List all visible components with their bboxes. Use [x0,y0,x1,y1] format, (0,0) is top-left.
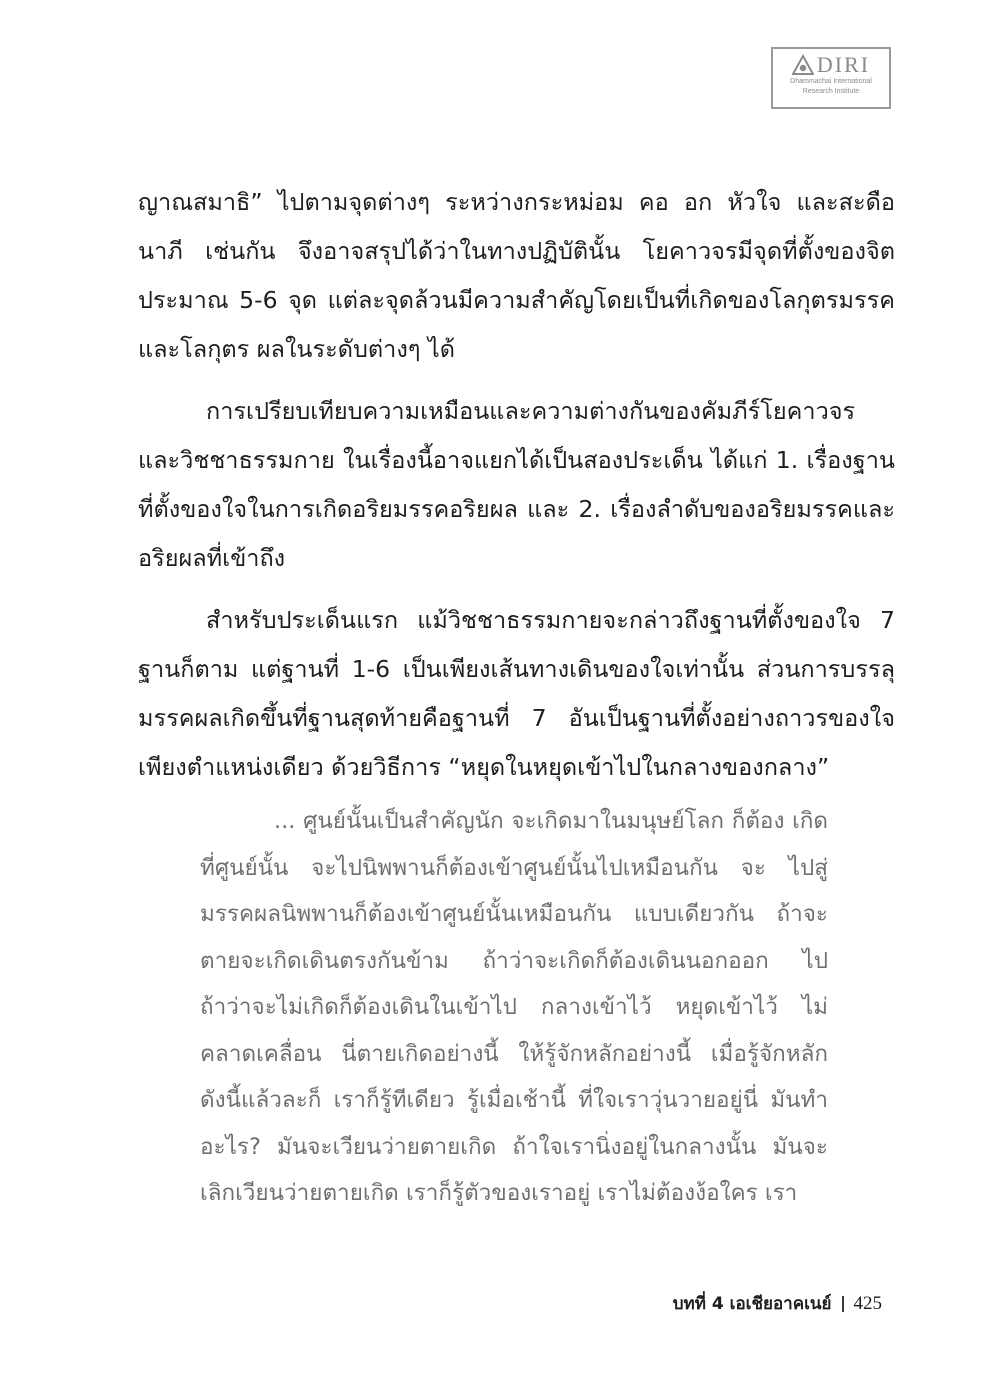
logo-subtitle-line2: Research Institute [802,88,860,95]
paragraph-first-issue: สำหรับประเด็นแรก แม้วิชชาธรรมกายจะกล่าวถึงฐานที่ตั้งของใจ 7 ฐานก็ตาม แต่ฐานที่ 1-6 เป็นเพียงเส้นทางเดินของใจเท่านั้น ส่วนการบรรลุ มรรคผลเกิดขึ้นที่ฐานสุดท้ายคือฐานที่ 7 อันเป็นฐานที่ตั้งอย่างถาวรของใจ เพียงตำแหน่งเดียว ด้วยวิธีการ “หยุดในหยุดเข้าไปในกลางของกลาง” [138,606,895,781]
logo-subtitle-line1: Dhammachai International [790,78,872,85]
block-quote: ... ศูนย์นั้นเป็นสำคัญนัก จะเกิดมาในมนุษย์โลก ก็ต้อง เกิดที่ศูนย์นั้น จะไปนิพพานก็ต้องเข้าศูนย์นั้นไปเหมือนกัน จะ ไปสู่มรรคผลนิพพานก็ต้องเข้าศูนย์นั้นเหมือนกัน แบบเดียวกัน ถ้าจะตายจะเกิดเดินตรงกันข้าม ถ้าว่าจะเกิดก็ต้องเดินนอกออก ไป ถ้าว่าจะไม่เกิดก็ต้องเดินในเข้าไป กลางเข้าไว้ หยุดเข้าไว้ ไม่ คลาดเคลื่อน นี่ตายเกิดอย่างนี้ ให้รู้จักหลักอย่างนี้ เมื่อรู้จักหลัก ดังนี้แล้วละก็ เราก็รู้ทีเดียว รู้เมื่อเช้านี้ ที่ใจเราวุ่นวายอยู่นี่ มันทำ อะไร? มันจะเวียนว่ายตายเกิด ถ้าใจเรานิ่งอยู่ในกลางนั้น มันจะ เลิกเวียนว่ายตายเกิด เราก็รู้ตัวของเราอยู่ เราไม่ต้องง้อใคร เรา [200,808,828,1206]
page-number: 425 [853,1292,882,1314]
dhammachai-emblem-icon [792,54,814,76]
chapter-title: บทที่ 4 เอเชียอาคเนย์ [672,1294,832,1314]
logo-header [779,54,883,76]
page-footer [673,1290,882,1317]
paragraph-continuation: ญาณสมาธิ” ไปตามจุดต่างๆ ระหว่างกระหม่อม คอ อก หัวใจ และสะดือ นาภี เช่นกัน จึงอาจสรุปได้ว่าในทางปฏิบัตินั้น โยคาวจรมีจุดที่ตั้งของจิตประมาณ 5-6 จุด แต่ละจุดล้วนมีความสำคัญโดยเป็นที่เกิดของโลกุตรมรรคและโลกุตร ผลในระดับต่างๆ ได้ [138,188,895,363]
body-text [138,178,895,792]
logo-name: DIRI [816,52,871,77]
diri-logo [771,47,891,109]
footer-separator [842,1296,844,1312]
paragraph-comparison: การเปรียบเทียบความเหมือนและความต่างกันของคัมภีร์โยคาวจร และวิชชาธรรมกาย ในเรื่องนี้อาจแยกได้เป็นสองประเด็น ได้แก่ 1. เรื่องฐาน ที่ตั้งของใจในการเกิดอริยมรรคอริยผล และ 2. เรื่องลำดับของอริยมรรคและ อริยผลที่เข้าถึง [138,397,895,572]
